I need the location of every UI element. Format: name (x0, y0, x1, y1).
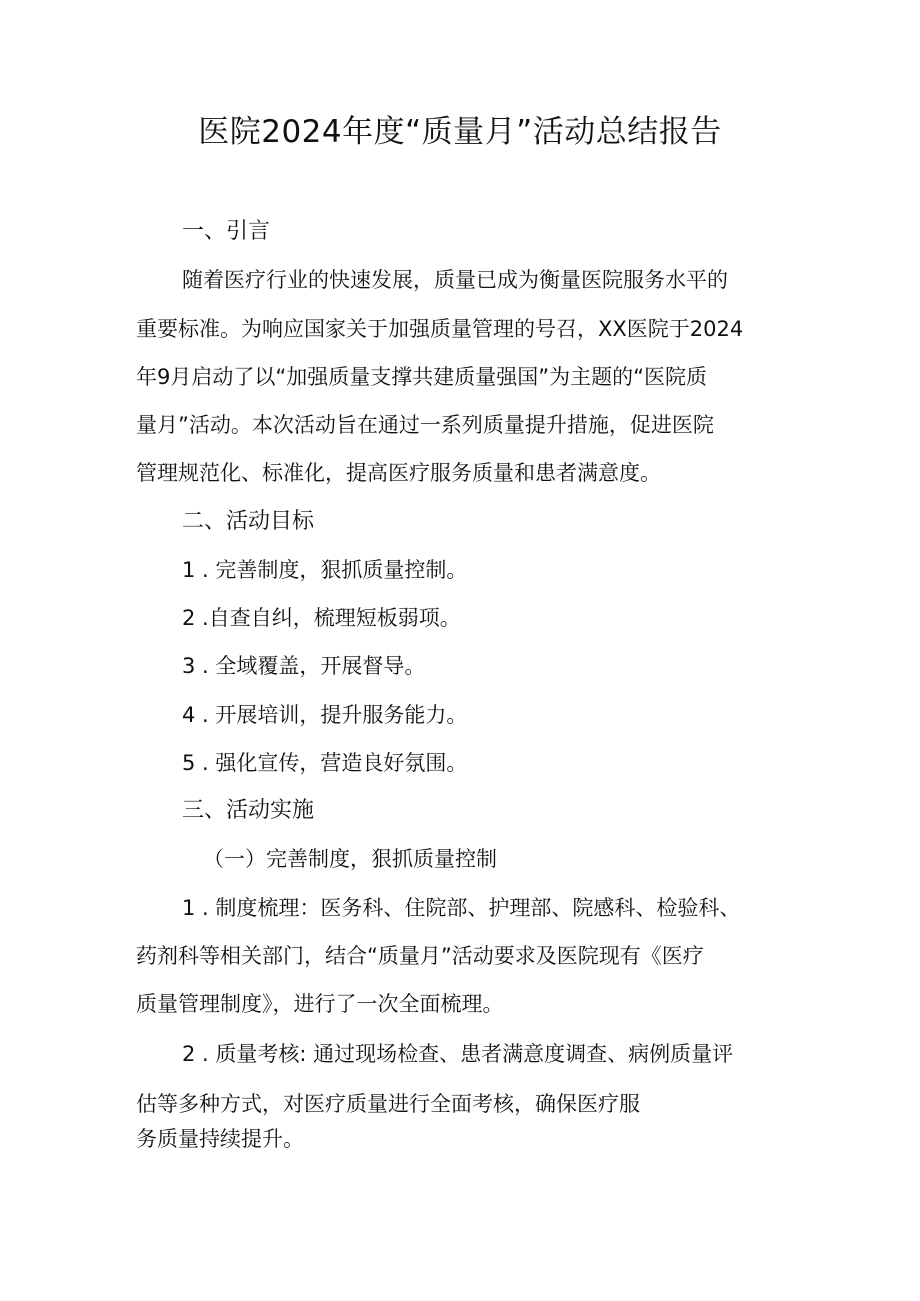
objective-item: 4 . 开展培训，提升服务能力。 (182, 703, 468, 727)
section-heading-implementation: 三、活动实施 (182, 798, 315, 823)
implementation-line: 2 . 质量考核: 通过现场检查、患者满意度调查、病例质量评 (182, 1042, 734, 1066)
implementation-line: 务质量持续提升。 (136, 1127, 304, 1151)
objective-item: 5 . 强化宣传，营造良好氛围。 (182, 751, 468, 775)
implementation-line: 1 . 制度梳理：医务科、住院部、护理部、院感科、检验科、 (182, 896, 741, 920)
section-heading-introduction: 一、引言 (182, 219, 271, 244)
document-title: 医院2024年度“质量月”活动总结报告 (198, 114, 722, 150)
implementation-line: 药剂科等相关部门，结合“质量月”活动要求及医院现有《医疗 (136, 944, 704, 968)
objective-item: 1 . 完善制度，狠抓质量控制。 (182, 558, 468, 582)
implementation-line: 质量管理制度》，进行了一次全面梳理。 (136, 992, 504, 1016)
objective-item: 2 .自查自纠，梳理短板弱项。 (182, 606, 461, 630)
objective-item: 3 . 全域覆盖，开展督导。 (182, 654, 426, 678)
subsection-heading: （一）完善制度，狠抓质量控制 (203, 847, 497, 871)
paragraph-line: 年9月启动了以“加强质量支撑共建质量强国”为主题的“医院质 (136, 365, 707, 389)
implementation-line: 估等多种方式，对医疗质量进行全面考核，确保医疗服 (136, 1092, 640, 1116)
paragraph-line: 重要标准。为响应国家关于加强质量管理的号召，XX医院于2024 (136, 317, 744, 341)
section-heading-objectives: 二、活动目标 (182, 509, 315, 534)
paragraph-line: 量月”活动。本次活动旨在通过一系列质量提升措施，促进医院 (136, 413, 714, 437)
paragraph-line: 管理规范化、标准化，提高医疗服务质量和患者满意度。 (136, 461, 661, 485)
paragraph-line: 随着医疗行业的快速发展，质量已成为衡量医院服务水平的 (182, 268, 728, 292)
